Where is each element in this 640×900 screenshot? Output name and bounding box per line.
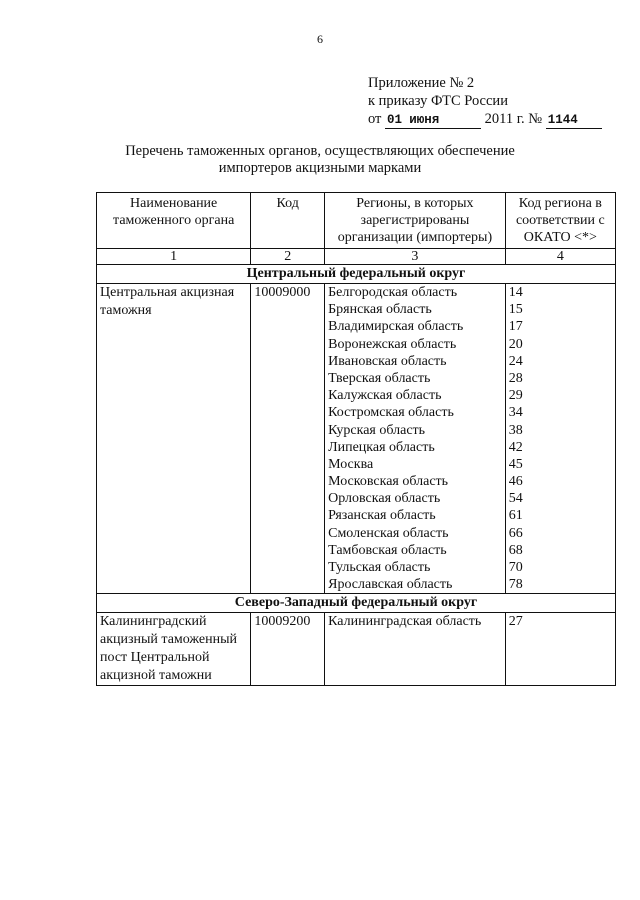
- order-number-field: [546, 112, 602, 129]
- region-code-item: 34: [508, 405, 523, 421]
- column-number: 1: [97, 249, 251, 265]
- regions-list: [325, 613, 506, 686]
- region-item: Тверская область: [328, 370, 431, 386]
- region-code-item: 15: [508, 302, 523, 318]
- organ-name: Центральная акцизная таможня: [97, 284, 251, 594]
- region-codes-list: [505, 613, 615, 686]
- regions-list: [325, 284, 506, 594]
- table-header-row: [97, 193, 616, 249]
- date-day: 01: [387, 113, 403, 127]
- region-item: Владимирская область: [328, 319, 464, 335]
- region-item: Орловская область: [328, 491, 441, 507]
- column-numbers-row: [97, 249, 616, 265]
- district-name: Центральный федеральный округ: [97, 265, 616, 284]
- region-item: Липецкая область: [328, 439, 435, 455]
- region-code-item: 14: [508, 285, 523, 300]
- from-prefix: от: [368, 111, 382, 127]
- appendix-line-1: Приложение № 2: [368, 75, 475, 91]
- column-number: 2: [251, 249, 325, 265]
- header-regions: Регионы, в которых зарегистрированы организации (импортеры): [325, 193, 506, 249]
- region-code-item: 54: [508, 491, 523, 507]
- district-row: [97, 265, 616, 284]
- region-code-item: 20: [508, 336, 523, 352]
- region-code-item: 70: [508, 560, 523, 575]
- region-code-item: 66: [508, 525, 523, 541]
- appendix-line-2: к приказу ФТС России: [368, 93, 508, 109]
- region-item: Московская область: [328, 474, 449, 490]
- region-code-item: 38: [508, 422, 523, 438]
- header-region-code: Код региона в соответствии с ОКАТО <*>: [505, 193, 615, 249]
- date-month: июня: [409, 113, 440, 127]
- organ-name: Калининградский акцизный таможенный пост Центральной акцизной таможни: [97, 613, 251, 686]
- region-item: Тульская область: [328, 560, 431, 575]
- region-item: Москва: [328, 456, 374, 472]
- organ-code: 10009200: [251, 613, 325, 686]
- region-item: Брянская область: [328, 302, 432, 318]
- region-item: Курская область: [328, 422, 426, 438]
- region-code-item: 46: [508, 474, 523, 490]
- table-row: [97, 284, 616, 594]
- region-item: Калужская область: [328, 388, 442, 404]
- region-item: Белгородская область: [328, 285, 458, 300]
- region-code-item: 27: [508, 614, 523, 630]
- region-item: Костромская область: [328, 405, 454, 421]
- region-item: Тамбовская область: [328, 542, 447, 558]
- region-code-item: 45: [508, 456, 523, 472]
- region-item: Ивановская область: [328, 353, 447, 369]
- page-number: 6: [317, 32, 323, 46]
- table-row: [97, 613, 616, 686]
- region-code-item: 29: [508, 388, 523, 404]
- title-line-2: импортеров акцизными марками: [218, 160, 422, 176]
- customs-organs-table: [96, 192, 616, 686]
- region-item: Калининградская область: [328, 614, 482, 630]
- region-code-item: 78: [508, 577, 523, 593]
- year-text: 2011 г. №: [484, 111, 543, 127]
- title-line-1: Перечень таможенных органов, осуществляющих обеспечение: [125, 143, 515, 159]
- district-name: Северо-Западный федеральный округ: [97, 594, 616, 613]
- region-item: Смоленская область: [328, 525, 449, 541]
- date-field: [385, 112, 481, 129]
- region-code-item: 28: [508, 370, 523, 386]
- region-code-item: 42: [508, 439, 523, 455]
- header-code: Код: [251, 193, 325, 249]
- column-number: 3: [325, 249, 506, 265]
- region-code-item: 24: [508, 353, 523, 369]
- column-number: 4: [505, 249, 615, 265]
- region-codes-list: [505, 284, 615, 594]
- region-item: Рязанская область: [328, 508, 436, 524]
- order-number: 1144: [547, 113, 578, 127]
- region-item: Ярославская область: [328, 577, 453, 593]
- document-title: [0, 143, 640, 177]
- organ-code: 10009000: [251, 284, 325, 594]
- appendix-header: [368, 74, 602, 129]
- header-organ-name: Наименование таможенного органа: [97, 193, 251, 249]
- region-item: Воронежская область: [328, 336, 457, 352]
- appendix-date-line: [368, 110, 602, 129]
- region-code-item: 68: [508, 542, 523, 558]
- region-code-item: 17: [508, 319, 523, 335]
- region-code-item: 61: [508, 508, 523, 524]
- district-row: [97, 594, 616, 613]
